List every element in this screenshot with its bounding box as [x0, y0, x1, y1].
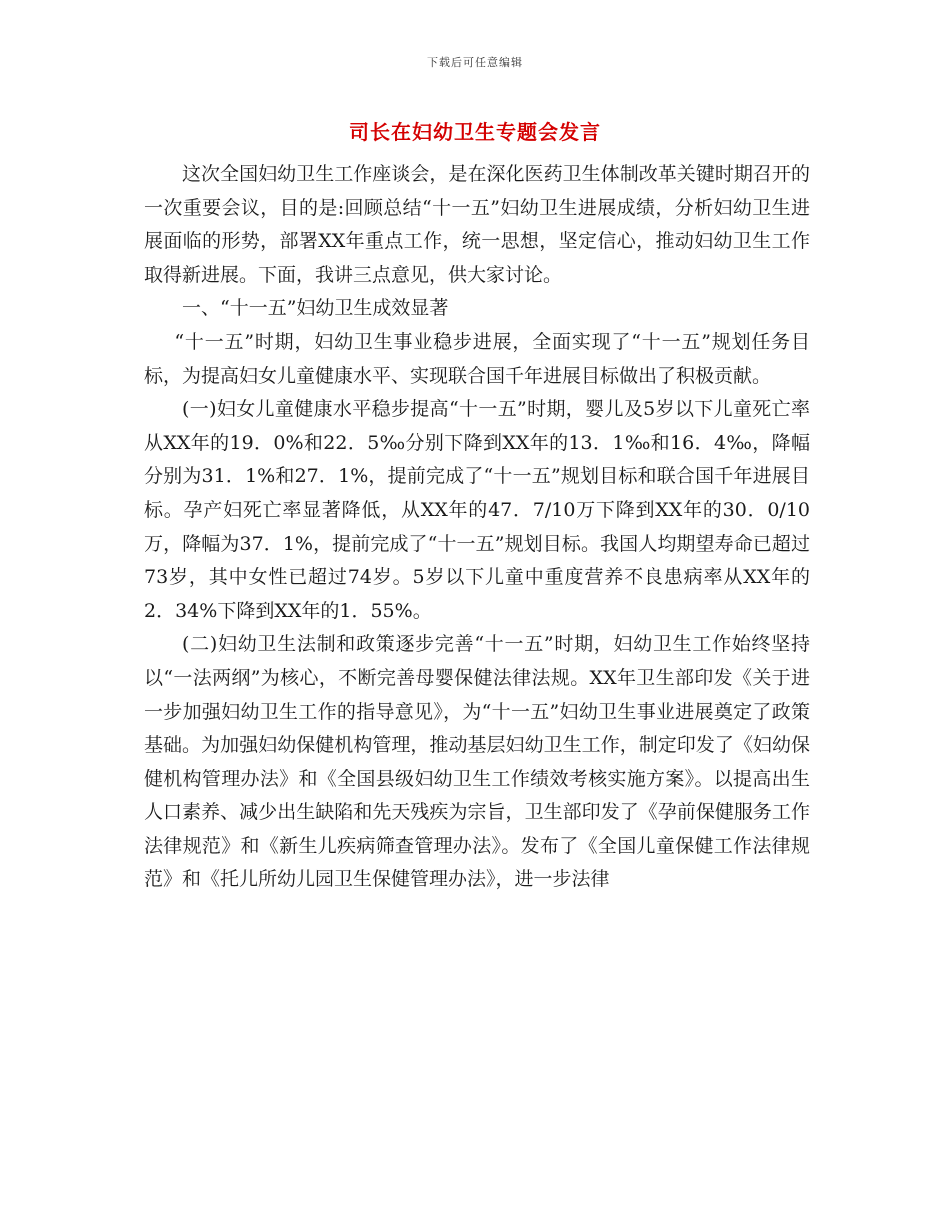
paragraph-health-level: (一)妇女儿童健康水平稳步提高“十一五”时期，婴儿及5岁以下儿童死亡率从XX年的19．0%和22．5‰分别下降到XX年的13．1‰和16．4‰，降幅分别为31．1%和27．1%，提前完成了“十一五”规划目标和联合国千年进展目标。孕产妇死亡率显著降低，从XX年的47．7/10万下降到XX年的30．0/10万，降幅为37．1%，提前完成了“十一五”规划目标。我国人均期望寿命已超过73岁，其中女性已超过74岁。5岁以下儿童中重度营养不良患病率从XX年的2．34%下降到XX年的1．55%。 — [144, 398, 810, 622]
page-header-note: 下载后可任意编辑 — [427, 56, 523, 69]
document-body — [144, 158, 810, 897]
paragraph-intro: 这次全国妇幼卫生工作座谈会，是在深化医药卫生体制改革关键时期召开的一次重要会议，目的是:回顾总结“十一五”妇幼卫生进展成绩，分析妇幼卫生进展面临的形势，部署XX年重点工作，统一思想，坚定信心，推动妇幼卫生工作取得新进展。下面，我讲三点意见，供大家讨论。 — [144, 163, 810, 286]
paragraph-section-1-summary: “十一五”时期，妇幼卫生事业稳步进展，全面实现了“十一五”规划任务目标，为提高妇女儿童健康水平、实现联合国千年进展目标做出了积极贡献。 — [144, 330, 810, 387]
section-heading-1: 一、“十一五”妇幼卫生成效显著 — [182, 297, 449, 320]
document-title: 司长在妇幼卫生专题会发言 — [349, 120, 601, 144]
paragraph-legal-policy: (二)妇幼卫生法制和政策逐步完善“十一五”时期，妇幼卫生工作始终坚持以“一法两纲”为核心，不断完善母婴保健法律法规。XX年卫生部印发《关于进一步加强妇幼卫生工作的指导意见》，为“十一五”妇幼卫生事业进展奠定了政策基础。为加强妇幼保健机构管理，推动基层妇幼卫生工作，制定印发了《妇幼保健机构管理办法》和《全国县级妇幼卫生工作绩效考核实施方案》。以提高出生人口素养、减少出生缺陷和先天残疾为宗旨，卫生部印发了《孕前保健服务工作法律规范》和《新生儿疾病筛查管理办法》。发布了《全国儿童保健工作法律规范》和《托儿所幼儿园卫生保健管理办法》，进一步法律 — [144, 633, 810, 891]
